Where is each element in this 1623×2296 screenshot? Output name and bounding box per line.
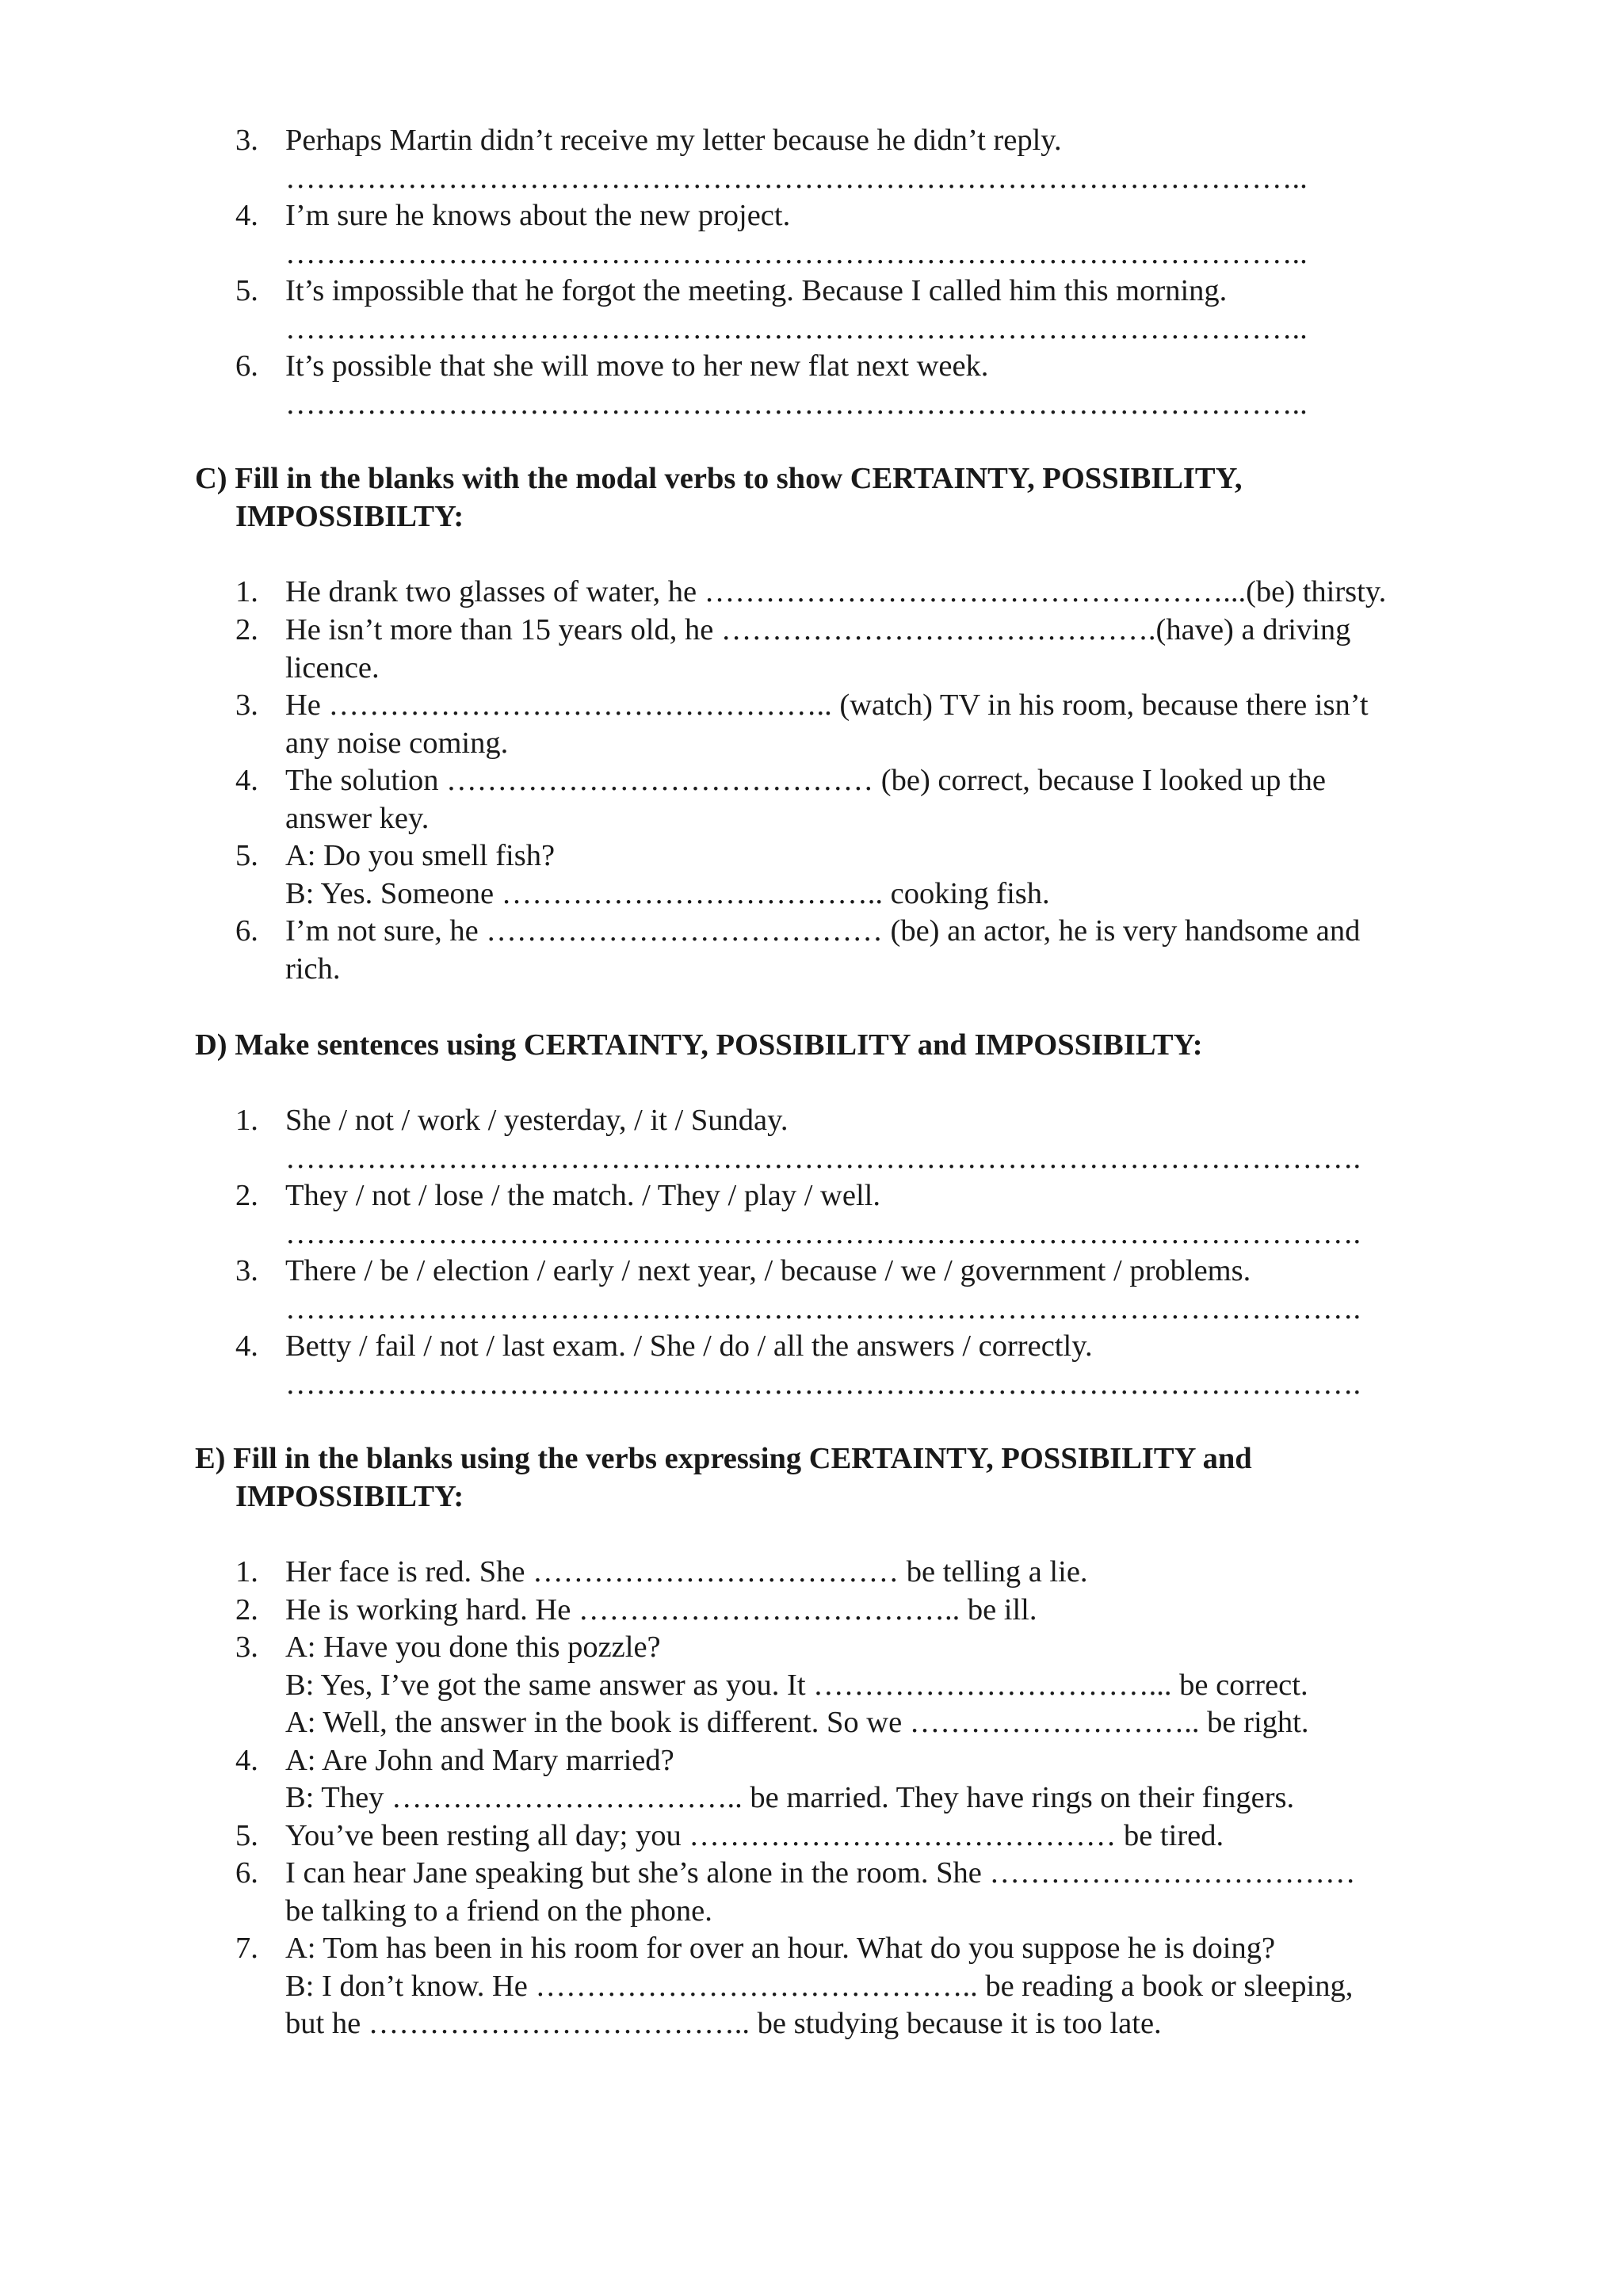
item-number: 3. (235, 1254, 258, 1287)
item-sentence: A: Do you smell fish? (285, 839, 556, 872)
item-number: 7. (235, 1932, 258, 1965)
item-prompt: Betty / fail / not / last exam. / She / do / all the answers / correctly. (285, 1329, 1093, 1363)
item-number: 3. (235, 124, 258, 157)
answer-blank[interactable]: ……………………………………………………………………………………………. (285, 1217, 1361, 1250)
item-number: 2. (235, 1179, 258, 1212)
item-sentence: Perhaps Martin didn’t receive my letter because he didn’t reply. (285, 124, 1062, 157)
item-number: 6. (235, 914, 258, 948)
section-e-heading: E) Fill in the blanks using the verbs expressing CERTAINTY, POSSIBILITY and (195, 1442, 1252, 1475)
answer-blank[interactable]: ……………………………………………………………………………………………. (285, 1367, 1361, 1401)
answer-blank[interactable]: ……………………………………………………………………………………………. (285, 1142, 1361, 1175)
item-sentence-cont: any noise coming. (285, 727, 509, 760)
item-sentence-cont: but he ……………………………….. be studying because it is too late. (285, 2007, 1162, 2040)
item-sentence-cont: B: They …………………………….. be married. They have rings on their fingers. (285, 1781, 1295, 1814)
item-prompt: She / not / work / yesterday, / it / Sunday. (285, 1104, 789, 1137)
item-sentence: A: Tom has been in his room for over an hour. What do you suppose he is doing? (285, 1932, 1276, 1965)
item-sentence: He is working hard. He ……………………………….. be ill. (285, 1593, 1037, 1627)
item-sentence: He ………………………………………….. (watch) TV in his room, because there isn’t (285, 688, 1369, 722)
item-sentence: I can hear Jane speaking but she’s alone in the room. She ……………………………… (285, 1856, 1356, 1890)
item-sentence: A: Are John and Mary married? (285, 1744, 674, 1777)
item-prompt: They / not / lose / the match. / They / play / well. (285, 1179, 880, 1212)
item-sentence: I’m not sure, he ………………………………… (be) an actor, he is very handsome and (285, 914, 1361, 948)
item-sentence-cont: B: Yes, I’ve got the same answer as you. It ……………………………... be correct. (285, 1669, 1308, 1702)
answer-blank[interactable]: ……………………………………………………………………………………….. (285, 387, 1308, 421)
item-sentence-cont: licence. (285, 651, 380, 685)
item-sentence: He drank two glasses of water, he ……………………………………………...(be) thirsty. (285, 575, 1387, 608)
item-sentence: He isn’t more than 15 years old, he …………………………………….(have) a driving (285, 613, 1351, 646)
item-number: 4. (235, 1744, 258, 1777)
answer-blank[interactable]: ……………………………………………………………………………………….. (285, 237, 1308, 270)
item-number: 6. (235, 1856, 258, 1890)
section-e-heading-cont: IMPOSSIBILTY: (235, 1480, 464, 1513)
item-number: 1. (235, 575, 258, 608)
item-number: 6. (235, 349, 258, 383)
answer-blank[interactable]: ……………………………………………………………………………………………. (285, 1292, 1361, 1325)
answer-blank[interactable]: ……………………………………………………………………………………….. (285, 312, 1308, 345)
item-sentence-cont: answer key. (285, 802, 430, 835)
item-number: 1. (235, 1104, 258, 1137)
section-c-heading: C) Fill in the blanks with the modal verbs to show CERTAINTY, POSSIBILITY, (195, 462, 1243, 495)
item-number: 1. (235, 1555, 258, 1589)
item-number: 3. (235, 1630, 258, 1664)
item-sentence: You’ve been resting all day; you …………………………………… be tired. (285, 1819, 1224, 1852)
item-sentence-cont: B: Yes. Someone ……………………………….. cooking fish. (285, 877, 1050, 910)
item-sentence-cont: rich. (285, 952, 341, 986)
section-c-heading-cont: IMPOSSIBILTY: (235, 500, 464, 533)
section-d-heading: D) Make sentences using CERTAINTY, POSSIBILITY and IMPOSSIBILTY: (195, 1028, 1203, 1062)
item-sentence: A: Have you done this pozzle? (285, 1630, 661, 1664)
item-sentence: The solution …………………………………… (be) correct, because I looked up the (285, 764, 1326, 797)
item-number: 5. (235, 274, 258, 307)
item-sentence: I’m sure he knows about the new project. (285, 199, 791, 232)
item-sentence: It’s impossible that he forgot the meeting. Because I called him this morning. (285, 274, 1228, 307)
item-sentence: Her face is red. She ……………………………… be telling a lie. (285, 1555, 1088, 1589)
item-number: 4. (235, 764, 258, 797)
item-sentence-cont: B: I don’t know. He …………………………………….. be reading a book or sleeping, (285, 1970, 1354, 2003)
answer-blank[interactable]: ……………………………………………………………………………………….. (285, 162, 1308, 195)
item-number: 4. (235, 199, 258, 232)
item-number: 4. (235, 1329, 258, 1363)
item-sentence-cont: A: Well, the answer in the book is different. So we ……………………….. be right. (285, 1706, 1309, 1739)
item-sentence-cont: be talking to a friend on the phone. (285, 1894, 712, 1928)
item-number: 2. (235, 1593, 258, 1627)
item-prompt: There / be / election / early / next year, / because / we / government / problems. (285, 1254, 1251, 1287)
item-number: 3. (235, 688, 258, 722)
item-number: 5. (235, 1819, 258, 1852)
item-sentence: It’s possible that she will move to her new flat next week. (285, 349, 989, 383)
item-number: 2. (235, 613, 258, 646)
item-number: 5. (235, 839, 258, 872)
